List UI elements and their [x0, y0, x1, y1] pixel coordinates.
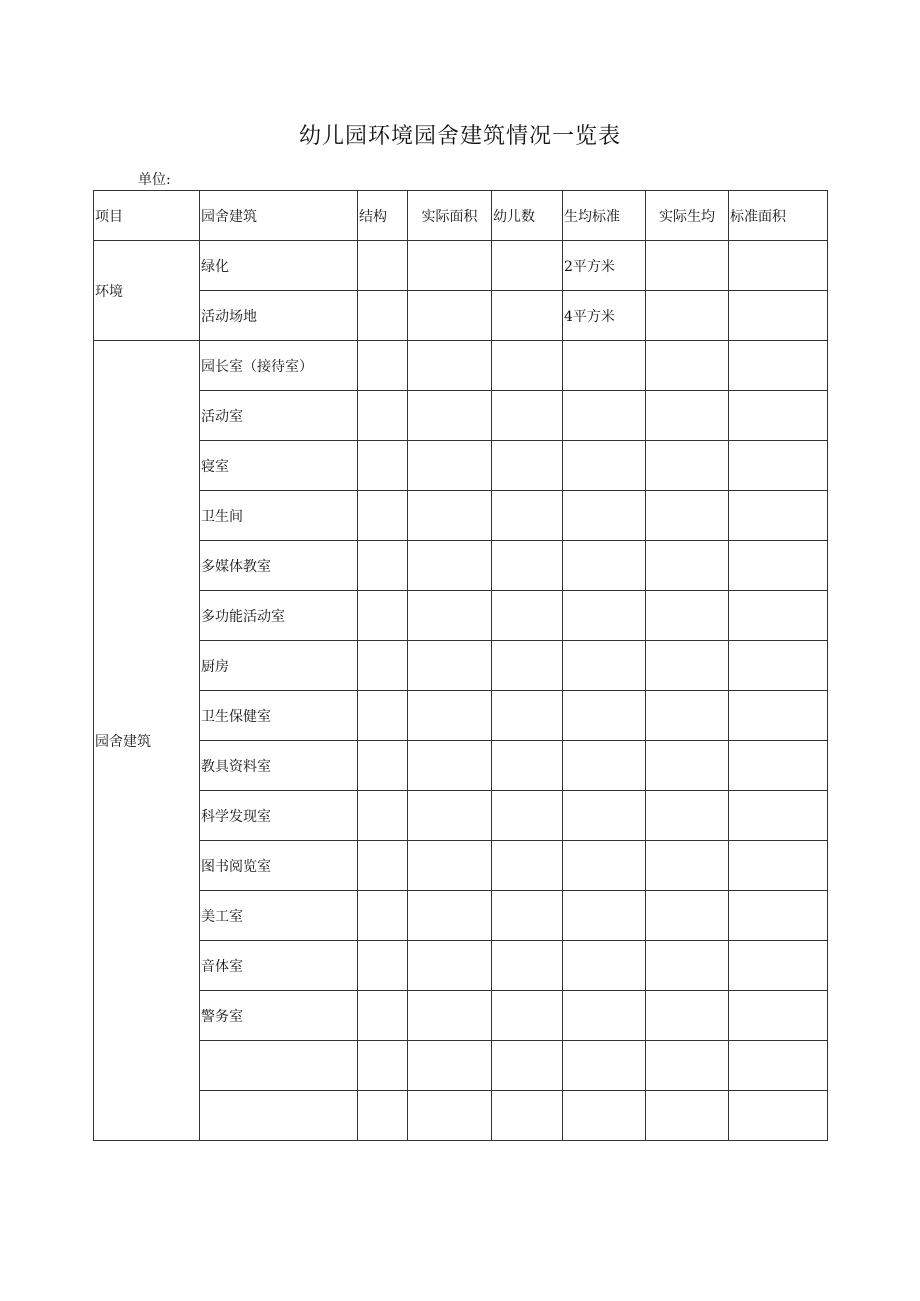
structure-cell[interactable] [358, 591, 408, 641]
header-cell-structure: 结构 [358, 191, 408, 241]
per-child-standard-cell[interactable] [563, 341, 646, 391]
per-child-standard-cell[interactable] [563, 891, 646, 941]
room-name-cell: 警务室 [200, 991, 358, 1041]
standard-area-cell[interactable] [729, 741, 828, 791]
structure-cell[interactable] [358, 741, 408, 791]
table-row [94, 591, 828, 641]
table-row [94, 791, 828, 841]
structure-cell[interactable] [358, 691, 408, 741]
page-title: 幼儿园环境园舍建筑情况一览表 [298, 124, 621, 149]
child-count-cell[interactable] [492, 891, 563, 941]
unit-label: 单位: [138, 172, 171, 188]
actual-per-child-cell[interactable] [646, 291, 729, 341]
actual-area-cell[interactable] [408, 791, 492, 841]
actual-per-child-cell[interactable] [646, 841, 729, 891]
standard-area-cell[interactable] [729, 991, 828, 1041]
child-count-cell[interactable] [492, 841, 563, 891]
structure-cell[interactable] [358, 441, 408, 491]
actual-per-child-cell[interactable] [646, 1041, 729, 1091]
facility-table [93, 190, 828, 1141]
room-name-cell: 活动室 [200, 391, 358, 441]
header-row [94, 191, 828, 241]
per-child-standard-cell[interactable] [563, 941, 646, 991]
table-row [94, 841, 828, 891]
per-child-standard-cell: 2平方米 [563, 241, 646, 291]
header-cell-child-count: 幼儿数 [492, 191, 563, 241]
room-name-cell: 园长室（接待室） [200, 341, 358, 391]
structure-cell[interactable] [358, 1041, 408, 1091]
child-count-cell[interactable] [492, 641, 563, 691]
table-row [94, 941, 828, 991]
actual-per-child-cell[interactable] [646, 441, 729, 491]
per-child-standard-cell[interactable] [563, 391, 646, 441]
child-count-cell[interactable] [492, 491, 563, 541]
structure-cell[interactable] [358, 641, 408, 691]
child-count-cell[interactable] [492, 341, 563, 391]
actual-area-cell[interactable] [408, 991, 492, 1041]
table-row [94, 491, 828, 541]
actual-area-cell[interactable] [408, 741, 492, 791]
room-name-cell: 卫生间 [200, 491, 358, 541]
table-row [94, 441, 828, 491]
table-row [94, 391, 828, 441]
standard-area-cell[interactable] [729, 441, 828, 491]
table-row [94, 741, 828, 791]
actual-per-child-cell[interactable] [646, 241, 729, 291]
table-row [94, 691, 828, 741]
actual-per-child-cell[interactable] [646, 991, 729, 1041]
table-row [94, 641, 828, 691]
actual-area-cell[interactable] [408, 1041, 492, 1091]
standard-area-cell[interactable] [729, 541, 828, 591]
actual-per-child-cell[interactable] [646, 691, 729, 741]
actual-area-cell[interactable] [408, 941, 492, 991]
structure-cell[interactable] [358, 991, 408, 1041]
table-row [94, 341, 828, 391]
actual-per-child-cell[interactable] [646, 941, 729, 991]
room-name-cell[interactable] [200, 1091, 358, 1141]
child-count-cell[interactable] [492, 391, 563, 441]
actual-area-cell[interactable] [408, 241, 492, 291]
header-cell-per-child-standard: 生均标准 [563, 191, 646, 241]
actual-per-child-cell[interactable] [646, 391, 729, 441]
structure-cell[interactable] [358, 791, 408, 841]
room-name-cell: 卫生保健室 [200, 691, 358, 741]
room-name-cell: 活动场地 [200, 291, 358, 341]
structure-cell[interactable] [358, 541, 408, 591]
per-child-standard-cell[interactable] [563, 541, 646, 591]
structure-cell[interactable] [358, 1091, 408, 1141]
actual-per-child-cell[interactable] [646, 591, 729, 641]
table-row [94, 241, 828, 291]
standard-area-cell[interactable] [729, 1041, 828, 1091]
room-name-cell: 厨房 [200, 641, 358, 691]
header-cell-actual-per-child: 实际生均 [646, 191, 729, 241]
room-name-cell: 寝室 [200, 441, 358, 491]
child-count-cell[interactable] [492, 1091, 563, 1141]
room-name-cell: 科学发现室 [200, 791, 358, 841]
child-count-cell[interactable] [492, 591, 563, 641]
per-child-standard-cell[interactable] [563, 691, 646, 741]
per-child-standard-cell[interactable] [563, 491, 646, 541]
actual-area-cell[interactable] [408, 891, 492, 941]
header-cell-standard-area: 标准面积 [729, 191, 828, 241]
standard-area-cell[interactable] [729, 641, 828, 691]
room-name-cell: 图书阅览室 [200, 841, 358, 891]
child-count-cell[interactable] [492, 1041, 563, 1091]
standard-area-cell[interactable] [729, 941, 828, 991]
child-count-cell[interactable] [492, 291, 563, 341]
room-name-cell: 多媒体教室 [200, 541, 358, 591]
room-name-cell: 音体室 [200, 941, 358, 991]
per-child-standard-cell[interactable] [563, 1091, 646, 1141]
actual-per-child-cell[interactable] [646, 541, 729, 591]
table-row [94, 291, 828, 341]
actual-area-cell[interactable] [408, 691, 492, 741]
room-name-cell: 绿化 [200, 241, 358, 291]
standard-area-cell[interactable] [729, 591, 828, 641]
room-name-cell: 教具资料室 [200, 741, 358, 791]
standard-area-cell[interactable] [729, 241, 828, 291]
table-row [94, 891, 828, 941]
per-child-standard-cell[interactable] [563, 741, 646, 791]
structure-cell[interactable] [358, 291, 408, 341]
header-cell-item: 项目 [94, 191, 200, 241]
actual-area-cell[interactable] [408, 841, 492, 891]
structure-cell[interactable] [358, 841, 408, 891]
standard-area-cell[interactable] [729, 1091, 828, 1141]
standard-area-cell[interactable] [729, 491, 828, 541]
group-cell-environment: 环境 [94, 241, 200, 341]
per-child-standard-cell[interactable] [563, 591, 646, 641]
actual-area-cell[interactable] [408, 391, 492, 441]
child-count-cell[interactable] [492, 441, 563, 491]
standard-area-cell[interactable] [729, 291, 828, 341]
actual-area-cell[interactable] [408, 291, 492, 341]
per-child-standard-cell[interactable] [563, 1041, 646, 1091]
actual-per-child-cell[interactable] [646, 741, 729, 791]
room-name-cell: 美工室 [200, 891, 358, 941]
table-row [94, 541, 828, 591]
child-count-cell[interactable] [492, 541, 563, 591]
child-count-cell[interactable] [492, 241, 563, 291]
child-count-cell[interactable] [492, 791, 563, 841]
structure-cell[interactable] [358, 341, 408, 391]
structure-cell[interactable] [358, 241, 408, 291]
child-count-cell[interactable] [492, 941, 563, 991]
table-row [94, 1041, 828, 1091]
child-count-cell[interactable] [492, 991, 563, 1041]
per-child-standard-cell[interactable] [563, 791, 646, 841]
standard-area-cell[interactable] [729, 791, 828, 841]
group-cell-buildings: 园舍建筑 [94, 341, 200, 1141]
actual-area-cell[interactable] [408, 591, 492, 641]
child-count-cell[interactable] [492, 691, 563, 741]
actual-area-cell[interactable] [408, 491, 492, 541]
actual-area-cell[interactable] [408, 641, 492, 691]
standard-area-cell[interactable] [729, 841, 828, 891]
standard-area-cell[interactable] [729, 691, 828, 741]
structure-cell[interactable] [358, 391, 408, 441]
actual-per-child-cell[interactable] [646, 791, 729, 841]
standard-area-cell[interactable] [729, 341, 828, 391]
actual-per-child-cell[interactable] [646, 1091, 729, 1141]
per-child-standard-cell[interactable] [563, 441, 646, 491]
per-child-standard-cell[interactable] [563, 991, 646, 1041]
actual-per-child-cell[interactable] [646, 341, 729, 391]
actual-per-child-cell[interactable] [646, 641, 729, 691]
actual-per-child-cell[interactable] [646, 491, 729, 541]
structure-cell[interactable] [358, 891, 408, 941]
per-child-standard-cell[interactable] [563, 641, 646, 691]
header-cell-building: 园舍建筑 [200, 191, 358, 241]
child-count-cell[interactable] [492, 741, 563, 791]
actual-area-cell[interactable] [408, 541, 492, 591]
per-child-standard-cell[interactable] [563, 841, 646, 891]
header-cell-actual-area: 实际面积 [408, 191, 492, 241]
standard-area-cell[interactable] [729, 391, 828, 441]
standard-area-cell[interactable] [729, 891, 828, 941]
table-row [94, 1091, 828, 1141]
structure-cell[interactable] [358, 491, 408, 541]
structure-cell[interactable] [358, 941, 408, 991]
per-child-standard-cell: 4平方米 [563, 291, 646, 341]
room-name-cell[interactable] [200, 1041, 358, 1091]
actual-area-cell[interactable] [408, 341, 492, 391]
actual-per-child-cell[interactable] [646, 891, 729, 941]
table-row [94, 991, 828, 1041]
actual-area-cell[interactable] [408, 441, 492, 491]
room-name-cell: 多功能活动室 [200, 591, 358, 641]
actual-area-cell[interactable] [408, 1091, 492, 1141]
